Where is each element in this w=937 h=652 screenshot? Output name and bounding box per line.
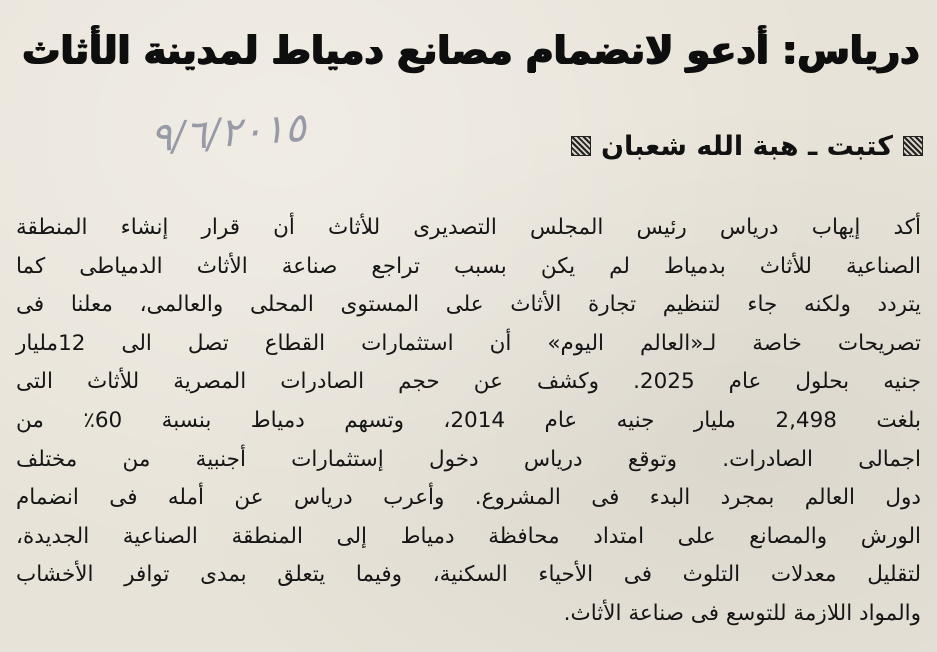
article-line: الورش والمصانع على امتداد محافظة دمياط إلى المنطقة الصناعية الجديدة، xyxy=(16,523,921,549)
handwritten-date-note: ٩/٦/٢٠١٥ xyxy=(148,104,308,162)
headline: دریاس: أدعو لانضمام مصانع دمیاط لمدینة الأثاث xyxy=(22,28,920,72)
article-line: والمواد اللازمة للتوسع فى صناعة الأثاث. xyxy=(563,600,921,626)
article-line: الصناعية للأثاث بدمياط لم يكن بسبب تراجع صناعة الأثاث الدمياطى كما xyxy=(16,253,921,279)
article-line: اجمالى الصادرات. وتوقع درياس دخول إستثمارات أجنبية من مختلف xyxy=(16,446,921,472)
article-body xyxy=(16,209,921,634)
article-line: بلغت 2,498 مليار جنيه عام 2014، وتسهم دمياط بنسبة 60٪ من xyxy=(16,407,921,433)
article-line: أكد إيهاب درياس رئيس المجلس التصديرى للأثاث أن قرار إنشاء المنطقة xyxy=(16,215,921,240)
article-line: لتقليل معدلات التلوث فى الأحياء السكنية، وفيما يتعلق بمدى توافر الأخشاب xyxy=(16,562,921,588)
article-line: دول العالم بمجرد البدء فى المشروع. وأعرب درياس عن أمله فى انضمام xyxy=(16,485,921,511)
article-line: يتردد ولكنه جاء لتنظيم تجارة الأثاث على المستوى المحلى والعالمى، معلنا فى xyxy=(16,292,921,318)
byline-square-icon-right xyxy=(903,136,923,156)
byline xyxy=(571,124,923,168)
byline-square-icon-left xyxy=(571,136,591,156)
article-line: تصريحات خاصة لـ«العالم اليوم» أن استثمارات القطاع تصل الى 12مليار xyxy=(16,330,921,356)
byline-text: كتبت ـ هبة الله شعبان xyxy=(600,130,893,162)
article-line: جنيه بحلول عام 2025. وكشف عن حجم الصادرات المصرية للأثاث التى xyxy=(16,369,921,395)
